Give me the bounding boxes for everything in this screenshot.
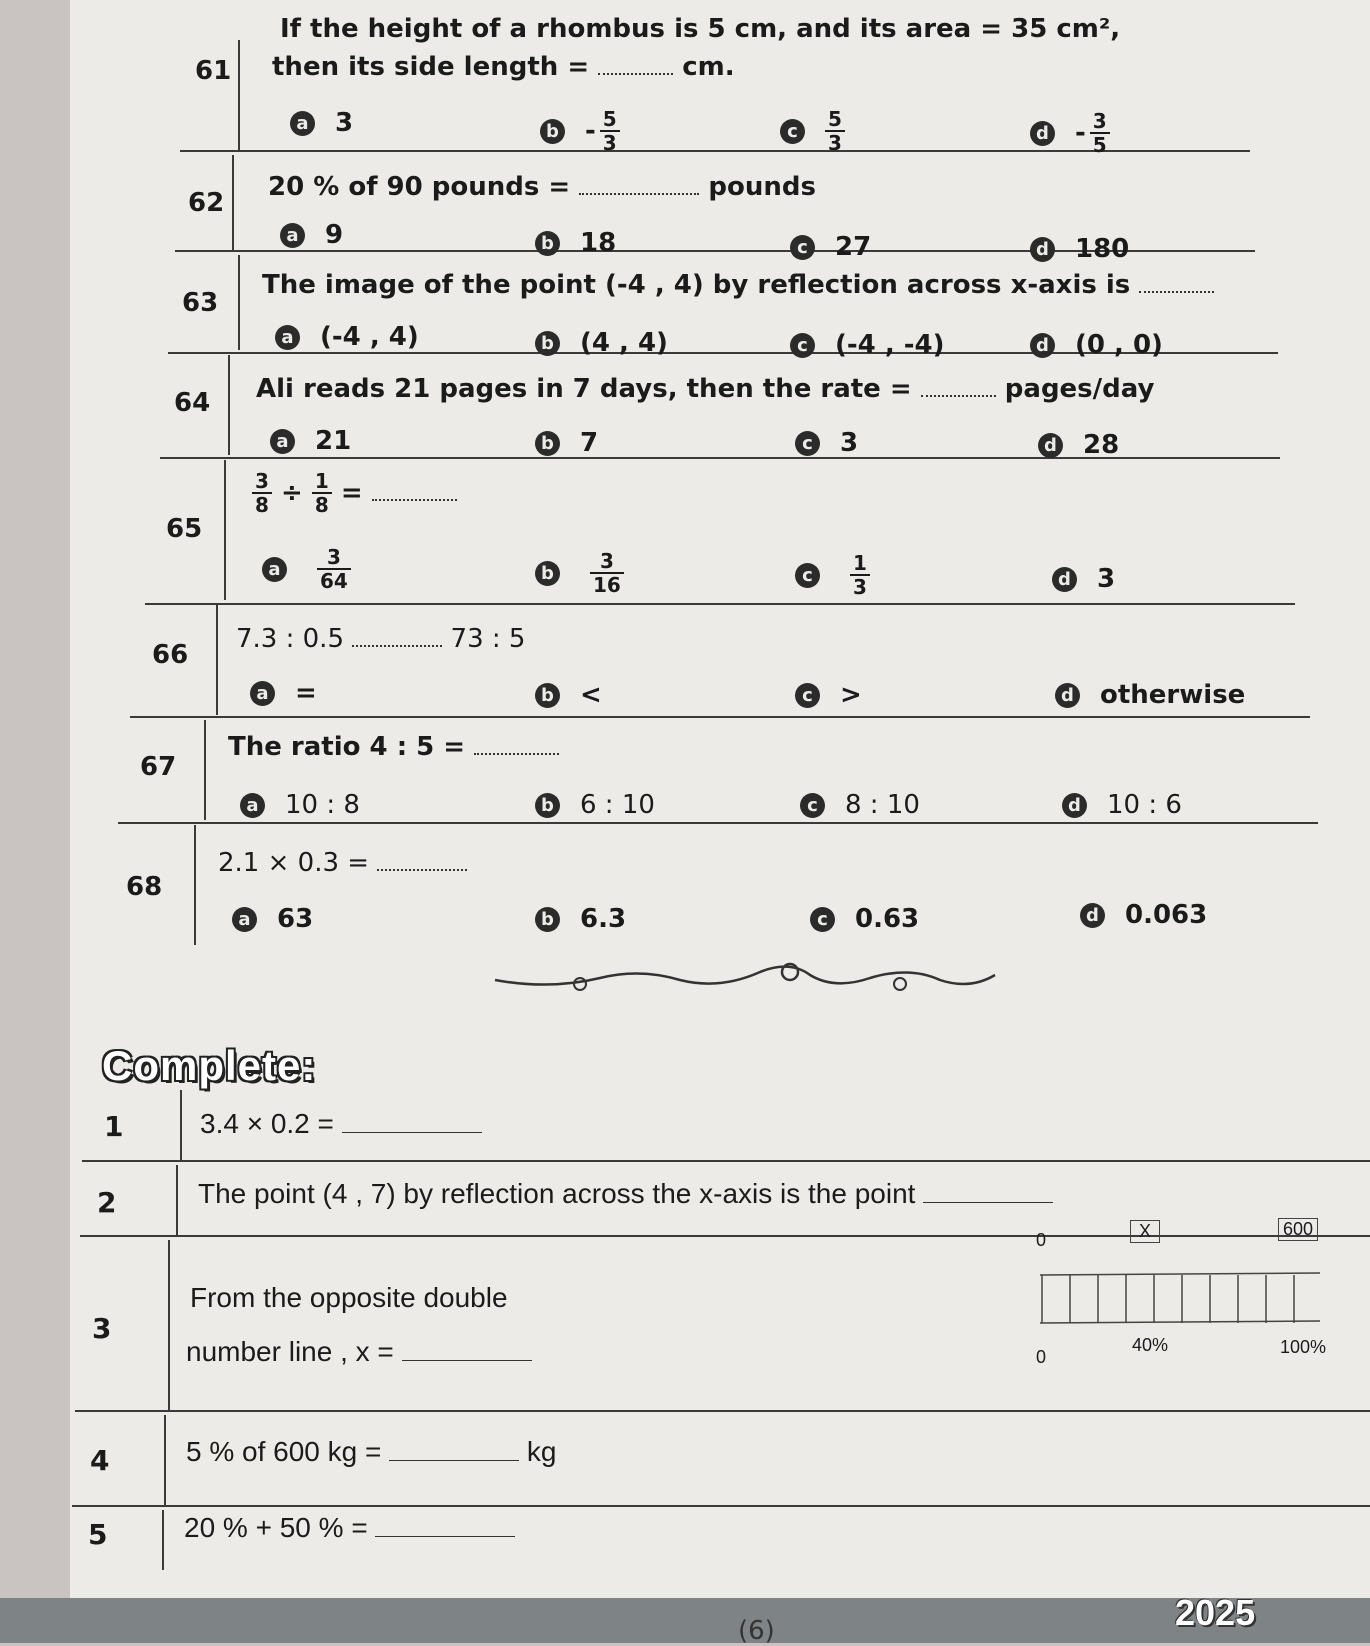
option-d[interactable] xyxy=(1062,790,1182,820)
option-letter-icon: c xyxy=(790,333,815,358)
item-text xyxy=(190,1282,508,1314)
item-number: 2 xyxy=(97,1186,117,1219)
denominator: 8 xyxy=(314,493,329,517)
option-value: 21 xyxy=(315,426,352,456)
footer-strip xyxy=(0,1598,1370,1643)
top-end-label: 600 xyxy=(1278,1218,1318,1241)
denominator: 3 xyxy=(602,131,617,155)
option-letter-icon: d xyxy=(1052,567,1077,592)
row-divider xyxy=(75,1410,1370,1412)
option-value: 27 xyxy=(835,232,872,262)
option-c[interactable] xyxy=(800,790,920,820)
numerator: 3 xyxy=(590,550,624,574)
row-divider xyxy=(130,716,1310,718)
option-b[interactable] xyxy=(535,790,655,820)
option-letter-icon: b xyxy=(535,561,560,586)
option-c[interactable] xyxy=(790,330,945,360)
option-value: (0 , 0) xyxy=(1075,330,1163,360)
answer-blank[interactable] xyxy=(352,644,442,647)
question-text xyxy=(252,470,457,516)
question-line: then its side length = xyxy=(272,52,590,82)
question-text xyxy=(218,848,467,878)
item-text xyxy=(200,1108,482,1140)
option-value: 3 xyxy=(335,108,354,138)
top-mid-label: X xyxy=(1130,1220,1160,1243)
option-letter-icon: d xyxy=(1055,683,1080,708)
question-number: 67 xyxy=(140,752,177,782)
option-letter-icon: a xyxy=(250,681,275,706)
number-column-divider xyxy=(216,605,218,715)
denominator: 64 xyxy=(320,569,348,593)
option-value: > xyxy=(840,680,862,710)
number-column-divider xyxy=(204,720,206,820)
question-number: 66 xyxy=(152,640,189,670)
option-letter-icon: d xyxy=(1062,793,1087,818)
item-text xyxy=(186,1436,557,1468)
numerator: 3 xyxy=(252,470,272,494)
item-line: From the opposite double xyxy=(190,1282,508,1313)
answer-blank[interactable] xyxy=(923,1201,1053,1203)
footer-year: 2025 xyxy=(1175,1592,1256,1633)
answer-blank[interactable] xyxy=(921,394,996,397)
number-column-divider xyxy=(162,1510,164,1570)
option-d[interactable] xyxy=(1030,330,1163,360)
item-line: 3.4 × 0.2 = xyxy=(200,1108,334,1139)
option-c[interactable] xyxy=(810,904,919,934)
question-line: The ratio 4 : 5 = xyxy=(228,732,466,762)
numerator: 3 xyxy=(1090,110,1110,134)
option-letter-icon: d xyxy=(1080,903,1105,928)
option-a[interactable] xyxy=(240,790,360,820)
option-letter-icon: a xyxy=(290,111,315,136)
unit-label: pounds xyxy=(708,172,816,202)
answer-blank[interactable] xyxy=(372,498,457,501)
option-letter-icon: c xyxy=(790,235,815,260)
option-letter-icon: b xyxy=(535,431,560,456)
denominator: 8 xyxy=(255,493,269,517)
answer-blank[interactable] xyxy=(598,72,673,75)
fraction xyxy=(317,546,351,592)
option-value: 10 : 8 xyxy=(285,790,360,820)
numerator: 1 xyxy=(850,552,870,576)
equals-sign: = xyxy=(340,478,363,508)
item-line: number line , x = xyxy=(186,1336,394,1367)
option-letter-icon: d xyxy=(1030,237,1055,262)
answer-blank[interactable] xyxy=(377,868,467,871)
option-letter-icon: c xyxy=(810,907,835,932)
option-c[interactable] xyxy=(795,552,870,598)
option-value: 63 xyxy=(277,904,314,934)
item-text xyxy=(198,1178,1053,1210)
number-column-divider xyxy=(176,1165,178,1235)
option-letter-icon: b xyxy=(535,331,560,356)
option-value: 6.3 xyxy=(580,904,627,934)
option-value: 28 xyxy=(1083,430,1120,460)
number-column-divider xyxy=(168,1240,170,1410)
fraction xyxy=(590,550,624,596)
option-letter-icon: c xyxy=(795,431,820,456)
denominator: 3 xyxy=(853,575,867,599)
fraction xyxy=(600,108,620,154)
fraction xyxy=(850,552,870,598)
option-b[interactable] xyxy=(535,228,616,258)
numerator: 1 xyxy=(312,470,332,494)
row-divider xyxy=(72,1505,1370,1507)
row-divider xyxy=(145,603,1295,605)
option-c[interactable] xyxy=(795,428,858,458)
bottom-mid-label: 40% xyxy=(1132,1335,1169,1355)
numerator: 3 xyxy=(317,546,351,570)
option-letter-icon: a xyxy=(262,557,287,582)
option-a[interactable] xyxy=(232,904,313,934)
bottom-start-label: 0 xyxy=(1036,1347,1047,1367)
option-b[interactable] xyxy=(535,550,624,596)
item-number: 3 xyxy=(92,1312,112,1345)
number-column-divider xyxy=(238,40,240,150)
question-line: 20 % of 90 pounds = xyxy=(268,172,571,202)
option-value: (-4 , -4) xyxy=(835,330,945,360)
fraction xyxy=(1090,110,1110,156)
question-number: 64 xyxy=(174,388,211,418)
option-value: 8 : 10 xyxy=(845,790,920,820)
question-number: 68 xyxy=(126,872,163,902)
numerator: 5 xyxy=(600,108,620,132)
question-text xyxy=(280,14,1120,44)
option-value: 3 xyxy=(840,428,859,458)
number-line-drawing xyxy=(1030,1255,1330,1345)
option-letter-icon: a xyxy=(275,325,300,350)
fraction xyxy=(825,108,845,154)
option-letter-icon: b xyxy=(540,119,565,144)
option-letter-icon: c xyxy=(795,563,820,588)
item-line: 5 % of 600 kg = xyxy=(186,1436,382,1467)
question-text xyxy=(262,270,1214,300)
option-letter-icon: b xyxy=(535,907,560,932)
row-divider xyxy=(82,1160,1370,1162)
option-value: 9 xyxy=(325,220,344,250)
option-value: 0.63 xyxy=(855,904,920,934)
option-value: 7 xyxy=(580,428,599,458)
answer-blank[interactable] xyxy=(389,1459,519,1461)
number-column-divider xyxy=(228,355,230,455)
option-value: (-4 , 4) xyxy=(320,322,419,352)
negative-sign: - xyxy=(585,116,596,146)
question-text xyxy=(256,374,1154,404)
answer-blank[interactable] xyxy=(474,752,559,755)
option-letter-icon: a xyxy=(280,223,305,248)
option-b[interactable] xyxy=(535,904,626,934)
option-b[interactable] xyxy=(535,428,598,458)
option-letter-icon: b xyxy=(535,231,560,256)
question-line: 7.3 : 0.5 xyxy=(236,624,344,654)
option-letter-icon: c xyxy=(795,683,820,708)
unit-label: kg xyxy=(526,1436,557,1467)
option-a[interactable] xyxy=(280,220,343,250)
unit-label: pages/day xyxy=(1004,374,1155,404)
option-value: 18 xyxy=(580,228,617,258)
item-line: The point (4 , 7) by reflection across the x-axis is the point xyxy=(198,1178,916,1209)
option-letter-icon: d xyxy=(1038,433,1063,458)
question-text xyxy=(268,172,816,202)
top-start-label: 0 xyxy=(1036,1230,1047,1250)
option-letter-icon: a xyxy=(270,429,295,454)
option-value: otherwise xyxy=(1100,680,1246,710)
option-c[interactable] xyxy=(795,680,862,710)
option-d[interactable] xyxy=(1055,680,1245,710)
option-value: (4 , 4) xyxy=(580,328,668,358)
operator: ÷ xyxy=(280,478,303,508)
question-text xyxy=(272,52,735,82)
option-value: 180 xyxy=(1075,234,1130,264)
number-column-divider xyxy=(180,1090,182,1160)
number-column-divider xyxy=(224,460,226,600)
option-value: 3 xyxy=(1097,564,1116,594)
negative-sign: - xyxy=(1075,118,1086,148)
option-c[interactable] xyxy=(790,232,871,262)
number-column-divider xyxy=(164,1415,166,1505)
number-column-divider xyxy=(194,825,196,945)
number-column-divider xyxy=(238,255,240,350)
section-title: Complete: xyxy=(102,1042,317,1089)
option-a[interactable] xyxy=(290,108,353,138)
number-column-divider xyxy=(232,155,234,250)
option-value: < xyxy=(580,680,602,710)
option-letter-icon: b xyxy=(535,683,560,708)
option-value: 0.063 xyxy=(1125,900,1208,930)
fraction xyxy=(252,470,272,516)
double-number-line xyxy=(1030,1215,1350,1385)
question-line: 73 : 5 xyxy=(450,624,526,654)
item-line: 20 % + 50 % = xyxy=(184,1512,368,1543)
option-a[interactable] xyxy=(270,426,351,456)
option-letter-icon: d xyxy=(1030,333,1055,358)
item-text xyxy=(186,1336,532,1368)
option-value: = xyxy=(295,678,317,708)
question-number: 65 xyxy=(166,514,203,544)
option-d[interactable] xyxy=(1080,900,1207,930)
answer-blank[interactable] xyxy=(579,192,699,195)
bottom-end-label: 100% xyxy=(1280,1337,1327,1357)
question-text xyxy=(236,624,525,654)
option-c[interactable] xyxy=(780,108,845,154)
item-number: 1 xyxy=(104,1110,124,1143)
numerator: 5 xyxy=(825,108,845,132)
option-letter-icon: c xyxy=(800,793,825,818)
option-letter-icon: a xyxy=(232,907,257,932)
item-text xyxy=(184,1512,515,1544)
option-d[interactable] xyxy=(1052,564,1115,594)
answer-blank[interactable] xyxy=(1139,290,1214,293)
option-b[interactable] xyxy=(540,108,620,154)
option-a[interactable] xyxy=(250,678,317,708)
option-letter-icon: b xyxy=(535,793,560,818)
option-a[interactable] xyxy=(262,546,351,592)
option-d[interactable] xyxy=(1038,430,1119,460)
answer-blank[interactable] xyxy=(342,1131,482,1133)
option-letter-icon: a xyxy=(240,793,265,818)
answer-blank[interactable] xyxy=(402,1359,532,1361)
option-letter-icon: c xyxy=(780,119,805,144)
page-number: (6) xyxy=(738,1616,775,1646)
row-divider xyxy=(118,822,1318,824)
option-d[interactable] xyxy=(1030,234,1129,264)
denominator: 5 xyxy=(1092,133,1107,157)
item-number: 4 xyxy=(90,1444,110,1477)
option-b[interactable] xyxy=(535,680,602,710)
option-a[interactable] xyxy=(275,322,419,352)
option-b[interactable] xyxy=(535,328,668,358)
item-number: 5 xyxy=(88,1518,108,1551)
question-line: The image of the point (-4 , 4) by reflection across x-axis is xyxy=(262,270,1131,300)
fraction xyxy=(312,470,332,516)
unit-label: cm. xyxy=(682,52,735,82)
question-number: 63 xyxy=(182,288,219,318)
decorative-divider-icon xyxy=(490,950,1000,1000)
answer-blank[interactable] xyxy=(375,1535,515,1537)
option-d[interactable] xyxy=(1030,110,1110,156)
option-value: 10 : 6 xyxy=(1107,790,1182,820)
question-line: Ali reads 21 pages in 7 days, then the rate = xyxy=(256,374,912,404)
denominator: 16 xyxy=(593,573,621,597)
question-text xyxy=(228,732,559,762)
option-value: 6 : 10 xyxy=(580,790,655,820)
denominator: 3 xyxy=(828,131,842,155)
option-letter-icon: d xyxy=(1030,121,1055,146)
question-number: 62 xyxy=(188,188,225,218)
question-line: 2.1 × 0.3 = xyxy=(218,848,370,878)
question-line: If the height of a rhombus is 5 cm, and its area = 35 cm², xyxy=(280,14,1121,44)
question-number: 61 xyxy=(195,56,232,86)
